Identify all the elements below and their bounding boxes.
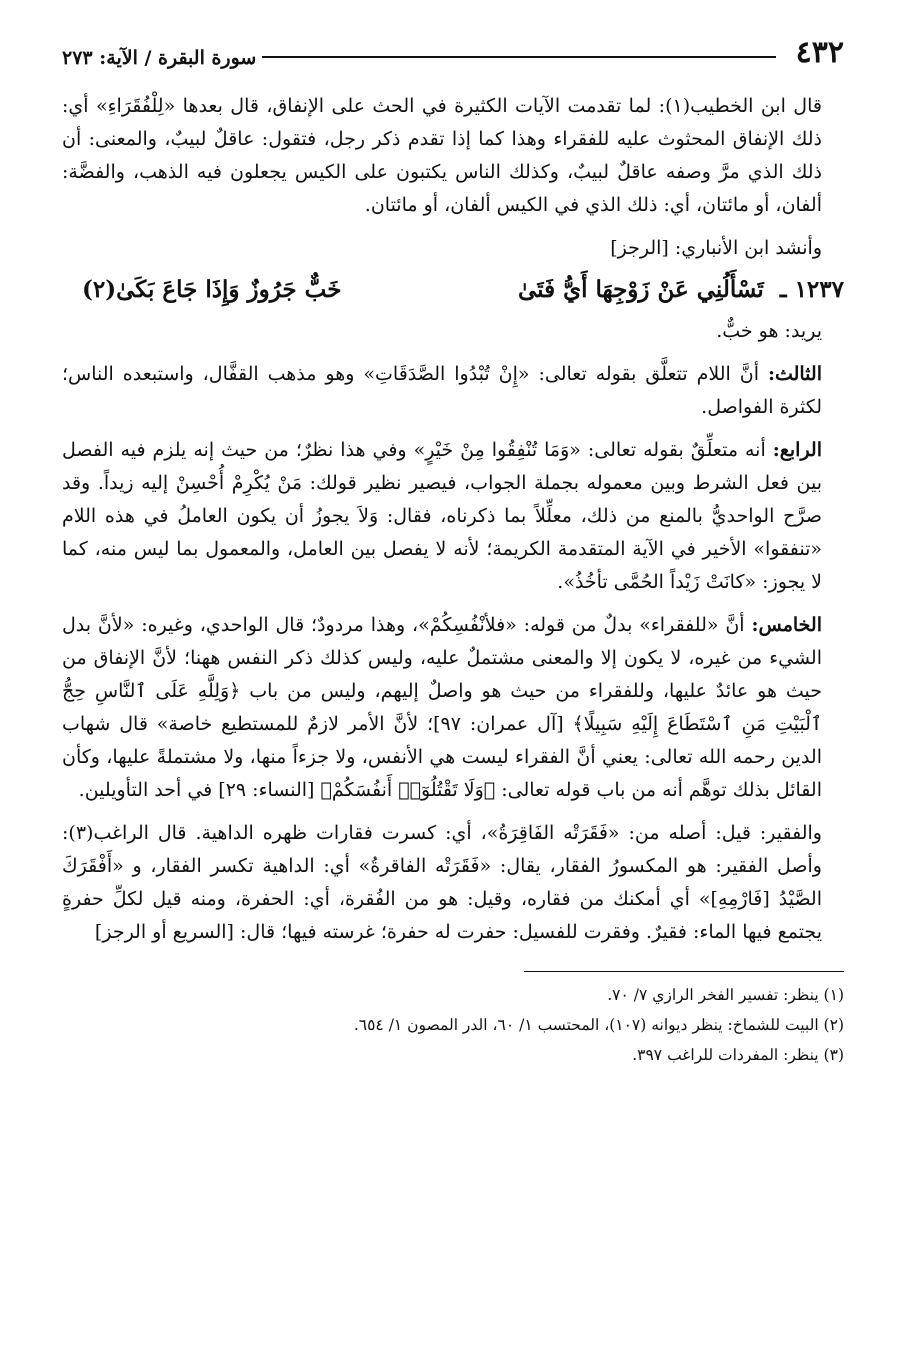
- paragraph-fourth-lead: الرابع:: [772, 439, 822, 461]
- paragraph-fourth-text: أنه متعلِّقٌ بقوله تعالى: «وَمَا تُنْفِقُوا مِنْ خَيْرٍ» وفي هذا نظرٌ؛ من حيث إنه يلزم فيه الفصل بين فعل الشرط وبين معموله بجملة الجواب، فيصير نظير قولك: مَنْ يُكْرِمْ أُحْسِنْ إليه زيداً. وقد صرَّح الواحديُّ بالمنع من ذلك، معلِّلاً بما ذكرناه، فقال: وَلاَ يجوزُ أن يكون العاملُ في هذه اللام «تنفقوا» الأخير في الآية المتقدمة الكريمة؛ لأنه لا يفصل بين العامل، والمعمول بما ليس منه، كما لا يجوز: «كانَتْ زَيْداً الحُمَّى تأخُذُ».: [62, 439, 822, 593]
- footnotes: [62, 980, 844, 1070]
- paragraph-fourth: [62, 434, 844, 599]
- header-rule: [262, 56, 775, 58]
- page-body: [62, 90, 844, 949]
- paragraph-yurid: يريد: هو خبٌّ.: [716, 320, 822, 342]
- paragraph-third-lead: الثالث:: [767, 363, 822, 385]
- page-number: ٤٣٢: [795, 35, 844, 70]
- paragraph-fifth-lead: الخامس:: [751, 614, 822, 636]
- paragraph-ibn-khatib: قال ابن الخطيب(١): لما تقدمت الآيات الكثيرة في الحث على الإنفاق، قال بعدها «لِلْفُقَرَاءِ» أي: ذلك الإنفاق المحثوث عليه للفقراء وهذا كما إذا تقدم ذكر رجل، فتقول: عاقلٌ لبيبٌ، والمعنى: أن ذلك الذي مرَّ وصفه عاقلٌ لبيبٌ، وكذلك الناس يكتبون على الكيس يجعلون فيه الذهب، والفضَّة: ألفان، أو مائتان، أي: ذلك الذي في الكيس ألفان، أو مائتان.: [62, 95, 822, 216]
- verse-number: ١٢٣٧ ـ: [779, 276, 844, 303]
- page-header: [62, 28, 844, 68]
- paragraph-third: [62, 358, 844, 424]
- paragraph-fifth: [62, 609, 844, 807]
- footnote-rule: [524, 971, 844, 972]
- verse-hemistich-2: خَبٌّ جَرُوزٌ وَإِذَا جَاعَ بَكَىٰ(٢): [82, 276, 342, 303]
- paragraph-third-text: أنَّ اللام تتعلَّق بقوله تعالى: «إِنْ تُبْدُوا الصَّدَقَاتِ» وهو مذهب القفَّال، واستبعده الناس؛ لكثرة الفواصل.: [62, 363, 822, 418]
- verse-hemistich-1: تَسْأَلُنِي عَنْ زَوْجِهَا أَيُّ فَتَىٰ: [517, 276, 764, 303]
- footnote-1: (١) ينظر: تفسير الفخر الرازي ٧/ ٧٠.: [607, 986, 844, 1004]
- paragraph-fifth-text: أنَّ «للفقراء» بدلٌ من قوله: «فلأنْفُسِكُمْ»، وهذا مردودٌ؛ قال الواحدي، وغيره: «لأنَّ بدل الشيء من غيره، لا يكون إلا والمعنى مشتملٌ عليه، وليس كذلك ذكر النفس ههنا؛ لأنَّ الإنفاق من حيث هو عائدٌ عليها، وللفقراء من حيث هو واصلٌ إليهم، وليس من باب ﴿وَلِلَّهِ عَلَى ٱلنَّاسِ حِجُّ ٱلْبَيْتِ مَنِ ٱسْتَطَاعَ إِلَيْهِ سَبِيلًا﴾ [آل عمران: ٩٧]؛ لأنَّ الأمر لازمٌ للمستطيع خاصة» قال شهاب الدين رحمه الله تعالى: يعني أنَّ الفقراء ليست هي الأنفس، ولا جزءاً منها، ولا مشتملةً عليها، وكأن القائل بذلك توهَّم أنه من باب قوله تعالى: ﴿وَلَا تَقْتُلُوٓا۟ أَنفُسَكُمْ﴾ [النساء: ٢٩] في أحد التأويلين.: [62, 614, 822, 801]
- running-title: سورة البقرة / الآية: ٢٧٣: [62, 47, 257, 69]
- paragraph-anshad: وأنشد ابن الأنباري: [الرجز]: [610, 237, 822, 259]
- poetry-verse: [62, 271, 844, 309]
- paragraph-faqir: والفقير: قيل: أصله من: «فَقَرَتْه الفَاقِرَةُ»، أي: كسرت فقارات ظهره الداهية. قال الراغب(٣): وأصل الفقير: هو المكسورُ الفقار، يقال: «فَقَرَتْه الفاقرةُ» أي: الداهية تكسر الفقار، و «أَفْقَرَكَ الصَّيْدُ [فَارْمِهِ]» أي أمكنك من فقاره، وقيل: هو من الفُقرة، أي: الحفرة، ومنه قيل لكلِّ حفرةٍ يجتمع فيها الماء: فقيرٌ. وفقرت للفسيل: حفرت له حفرة؛ غرسته فيها؛ قال: [السريع أو الرجز]: [62, 822, 822, 943]
- footnote-3: (٣) ينظر: المفردات للراغب ٣٩٧.: [632, 1046, 844, 1064]
- footnote-2: (٢) البيت للشماخ: ينظر ديوانه (١٠٧)، المحتسب ١/ ٦٠، الدر المصون ١/ ٦٥٤.: [353, 1016, 844, 1034]
- verse-first-half: [518, 271, 844, 309]
